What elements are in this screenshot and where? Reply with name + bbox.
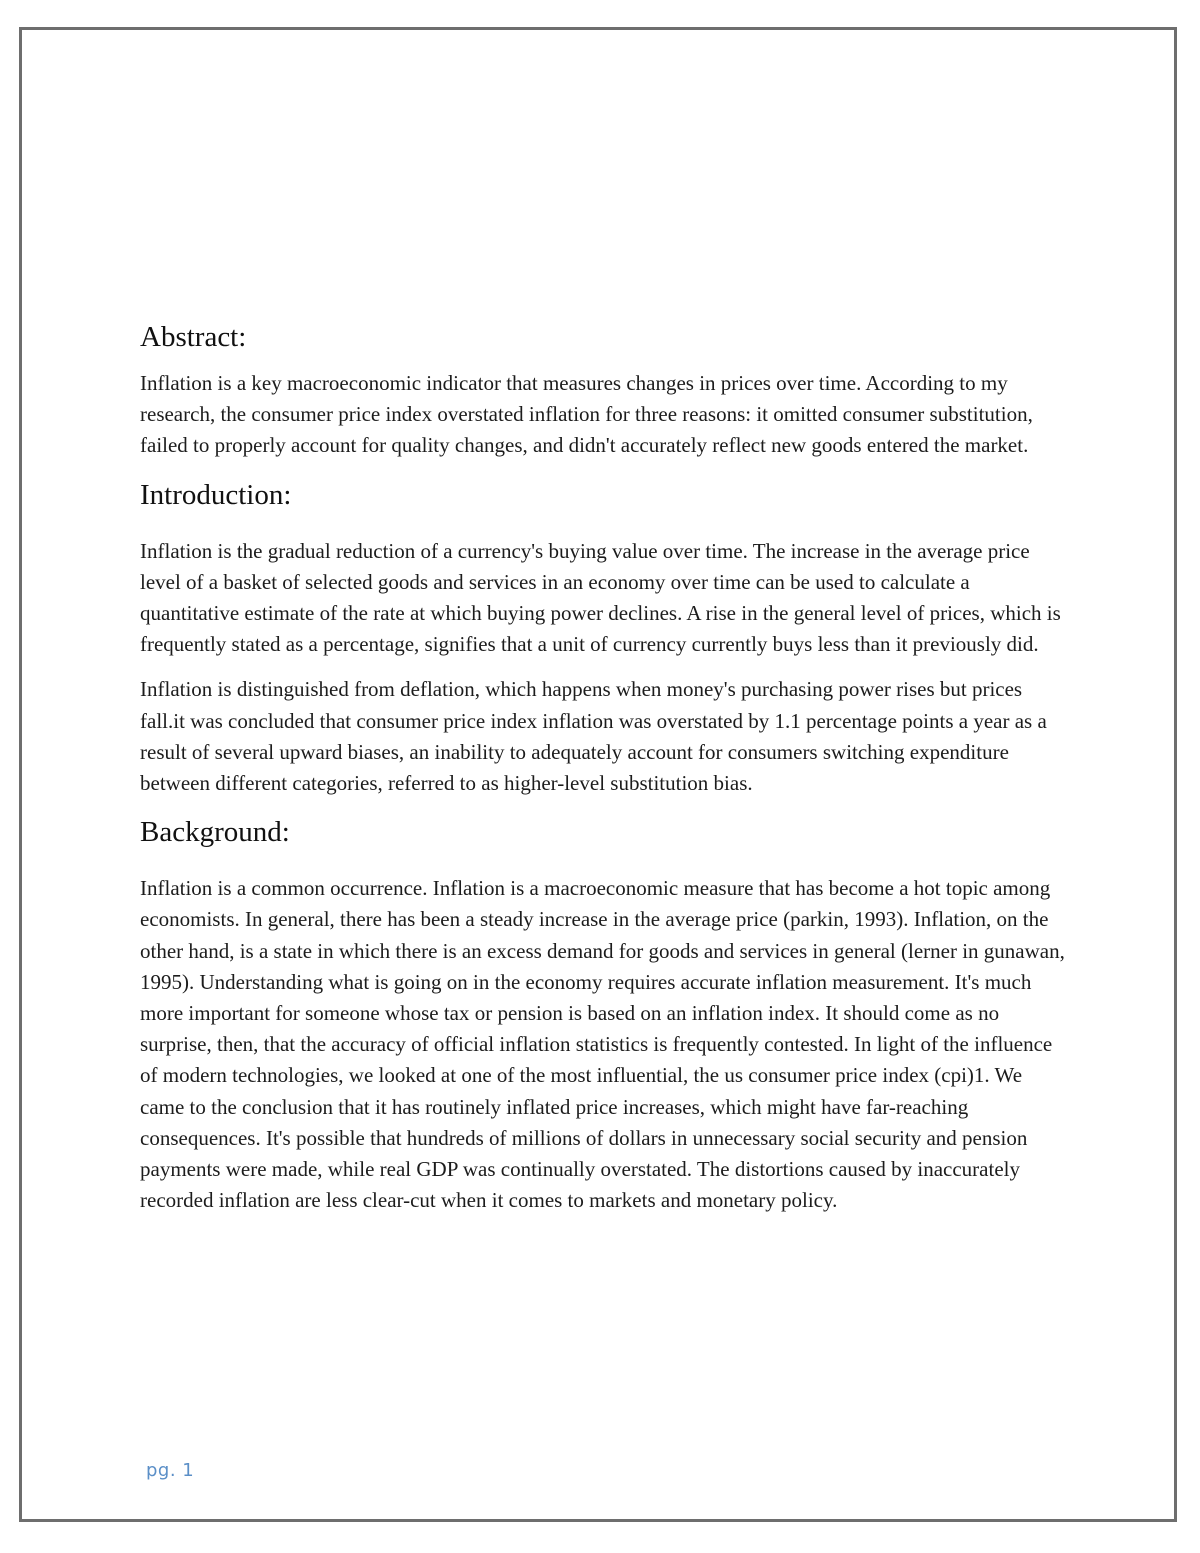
introduction-heading: Introduction: (140, 478, 292, 511)
page-number: pg. 1 (146, 1460, 195, 1481)
abstract-heading: Abstract: (140, 321, 247, 353)
abstract-paragraph: Inflation is a key macroeconomic indicator that measures changes in prices over time. According to my research, the consumer price index overstated inflation for three reasons: it omitted consumer substitution, failed to properly account for quality changes, and didn't accurately reflect new goods entered the market. (140, 371, 1033, 458)
background-heading: Background: (140, 816, 290, 849)
introduction-paragraph-1: Inflation is the gradual reduction of a currency's buying value over time. The increase in the average price level of a basket of selected goods and services in an economy over time can be used to calculate a quantitative estimate of the rate at which buying power declines. A rise in the general level of prices, which is frequently stated as a percentage, signifies that a unit of currency currently buys less than it previously did. (140, 538, 1061, 657)
background-paragraph: Inflation is a common occurrence. Inflation is a macroeconomic measure that has become a hot topic among economists. In general, there has been a steady increase in the average price (parkin, 1993). Inflation, on the other hand, is a state in which there is an excess demand for goods and services in general (lerner in gunawan, 1995). Understanding what is going on in the economy requires accurate inflation measurement. It's much more important for someone whose tax or pension is based on an inflation index. It should come as no surprise, then, that the accuracy of official inflation statistics is frequently contested. In light of the influence of modern technologies, we looked at one of the most influential, the us consumer price index (cpi)1. We came to the conclusion that it has routinely inflated price increases, which might have far-reaching consequences. It's possible that hundreds of millions of dollars in unnecessary social security and pension payments were made, while real GDP was continually overstated. The distortions caused by inaccurately recorded inflation are less clear-cut when it comes to markets and monetary policy. (140, 876, 1065, 1213)
introduction-paragraph-2: Inflation is distinguished from deflation, which happens when money's purchasing power rises but prices fall.it was concluded that consumer price index inflation was overstated by 1.1 percentage points a year as a result of several upward biases, an inability to adequately account for consumers switching expenditure between different categories, referred to as higher-level substitution bias. (140, 677, 1047, 796)
document-body (140, 318, 1065, 1216)
